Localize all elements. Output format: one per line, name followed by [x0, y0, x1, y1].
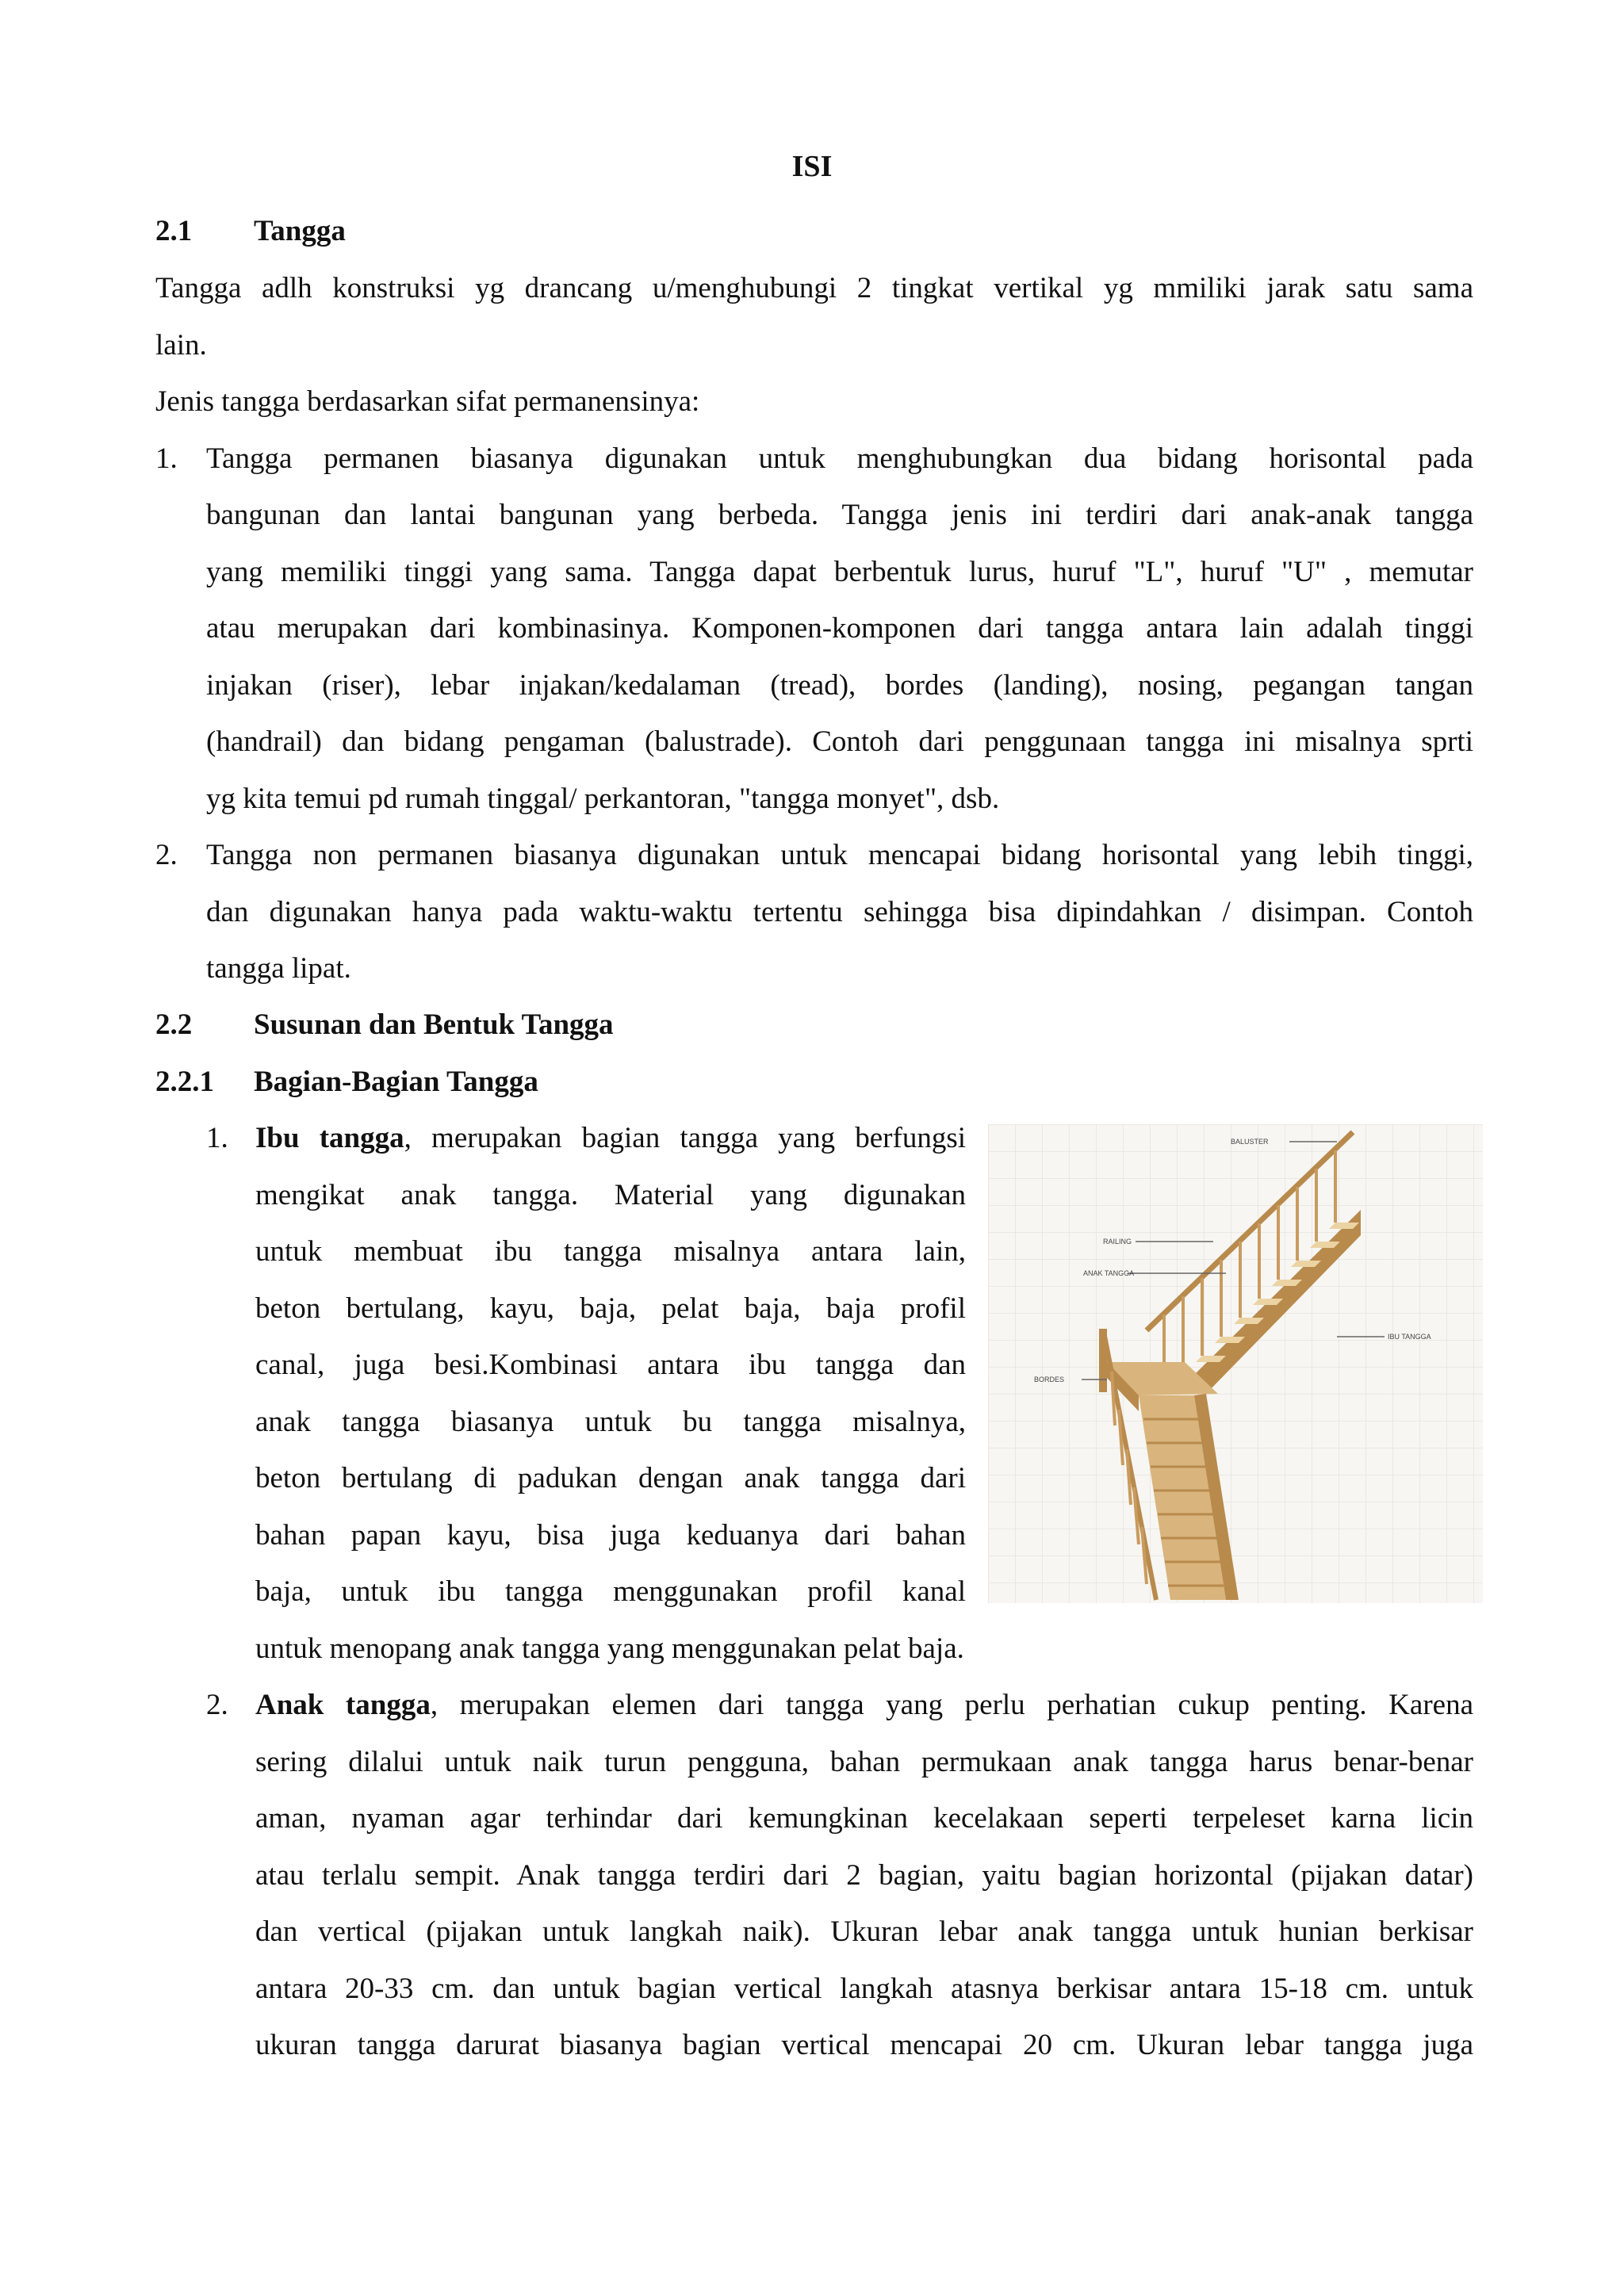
list-line: injakan (riser), lebar injakan/kedalaman (tread), bordes (landing), nosing, pegangan tangan: [206, 669, 1473, 702]
staircase-illustration: [988, 1124, 1483, 1603]
list-line: atau merupakan dari kombinasinya. Komponen-komponen dari tangga antara lain adalah tinggi: [206, 612, 1473, 645]
list-line: Tangga permanen biasanya digunakan untuk menghubungkan dua bidang horisontal pada: [206, 442, 1473, 475]
list-number: 1.: [155, 442, 178, 475]
list-number: 2.: [155, 839, 178, 871]
label-anak-tangga: ANAK TANGGA: [1083, 1269, 1135, 1277]
section-number: 2.1: [155, 215, 193, 247]
paragraph-line: lain.: [155, 329, 207, 362]
section-number: 2.2: [155, 1008, 193, 1041]
section-heading: Susunan dan Bentuk Tangga: [254, 1008, 614, 1041]
staircase-figure: [988, 1124, 1483, 1603]
list-line: beton bertulang, kayu, baja, pelat baja, baja profil: [255, 1292, 966, 1325]
list-line: ukuran tangga darurat biasanya bagian vertical mencapai 20 cm. Ukuran lebar tangga juga: [255, 2029, 1473, 2061]
list-line: Tangga non permanen biasanya digunakan untuk mencapai bidang horisontal yang lebih tinggi,: [206, 839, 1473, 871]
paragraph-line: Jenis tangga berdasarkan sifat permanensinya:: [155, 385, 700, 418]
document-title: ISI: [791, 150, 833, 183]
list-line: dan vertical (pijakan untuk langkah naik). Ukuran lebar anak tangga untuk hunian berkisar: [255, 1915, 1473, 1948]
list-line: (handrail) dan bidang pengaman (balustrade). Contoh dari penggunaan tangga ini misalnya sprti: [206, 725, 1473, 758]
list-line: yg kita temui pd rumah tinggal/ perkantoran, "tangga monyet", dsb.: [206, 783, 1000, 815]
list-line: [255, 1677, 1473, 1733]
list-line: baja, untuk ibu tangga menggunakan profil kanal: [255, 1575, 966, 1608]
list-line: untuk membuat ibu tangga misalnya antara lain,: [255, 1235, 966, 1268]
list-line: yang memiliki tinggi yang sama. Tangga dapat berbentuk lurus, huruf "L", huruf "U" , memutar: [206, 556, 1473, 588]
list-line: untuk menopang anak tangga yang menggunakan pelat baja.: [255, 1632, 964, 1665]
paragraph-line: Tangga adlh konstruksi yg drancang u/menghubungi 2 tingkat vertikal yg mmiliki jarak satu sama: [155, 272, 1473, 304]
term-ibu-tangga: Ibu tangga: [255, 1122, 404, 1154]
list-line: mengikat anak tangga. Material yang digunakan: [255, 1179, 966, 1211]
list-line: bahan papan kayu, bisa juga keduanya dari bahan: [255, 1519, 966, 1552]
list-line: aman, nyaman agar terhindar dari kemungkinan kecelakaan seperti terpeleset karna licin: [255, 1802, 1473, 1835]
subsection-number: 2.2.1: [155, 1066, 214, 1098]
label-railing: RAILING: [1103, 1238, 1132, 1246]
label-ibu-tangga: IBU TANGGA: [1388, 1333, 1431, 1341]
list-line: sering dilalui untuk naik turun pengguna, bahan permukaan anak tangga harus benar-benar: [255, 1746, 1473, 1778]
label-bordes: BORDES: [1034, 1376, 1065, 1383]
list-number: 1.: [206, 1122, 228, 1154]
list-line: dan digunakan hanya pada waktu-waktu tertentu sehingga bisa dipindahkan / disimpan. Contoh: [206, 896, 1473, 928]
list-line: antara 20-33 cm. dan untuk bagian vertical langkah atasnya berkisar antara 15-18 cm. untuk: [255, 1973, 1473, 2005]
list-line: canal, juga besi.Kombinasi antara ibu tangga dan: [255, 1349, 966, 1381]
list-number: 2.: [206, 1689, 228, 1721]
list-line: beton bertulang di padukan dengan anak tangga dari: [255, 1462, 966, 1494]
term-anak-tangga: Anak tangga: [255, 1689, 431, 1721]
list-line: atau terlalu sempit. Anak tangga terdiri dari 2 bagian, yaitu bagian horizontal (pijakan datar): [255, 1859, 1473, 1892]
label-baluster: BALUSTER: [1231, 1138, 1269, 1146]
list-line: [255, 1110, 966, 1166]
list-line-rest: , merupakan elemen dari tangga yang perlu perhatian cukup penting. Karena: [430, 1689, 1473, 1721]
section-heading: Tangga: [254, 215, 346, 247]
list-line: bangunan dan lantai bangunan yang berbeda. Tangga jenis ini terdiri dari anak-anak tangga: [206, 499, 1473, 531]
list-line: tangga lipat.: [206, 952, 351, 985]
list-line: anak tangga biasanya untuk bu tangga misalnya,: [255, 1406, 966, 1438]
subsection-heading: Bagian-Bagian Tangga: [254, 1066, 538, 1098]
list-line-rest: , merupakan bagian tangga yang berfungsi: [404, 1122, 966, 1154]
